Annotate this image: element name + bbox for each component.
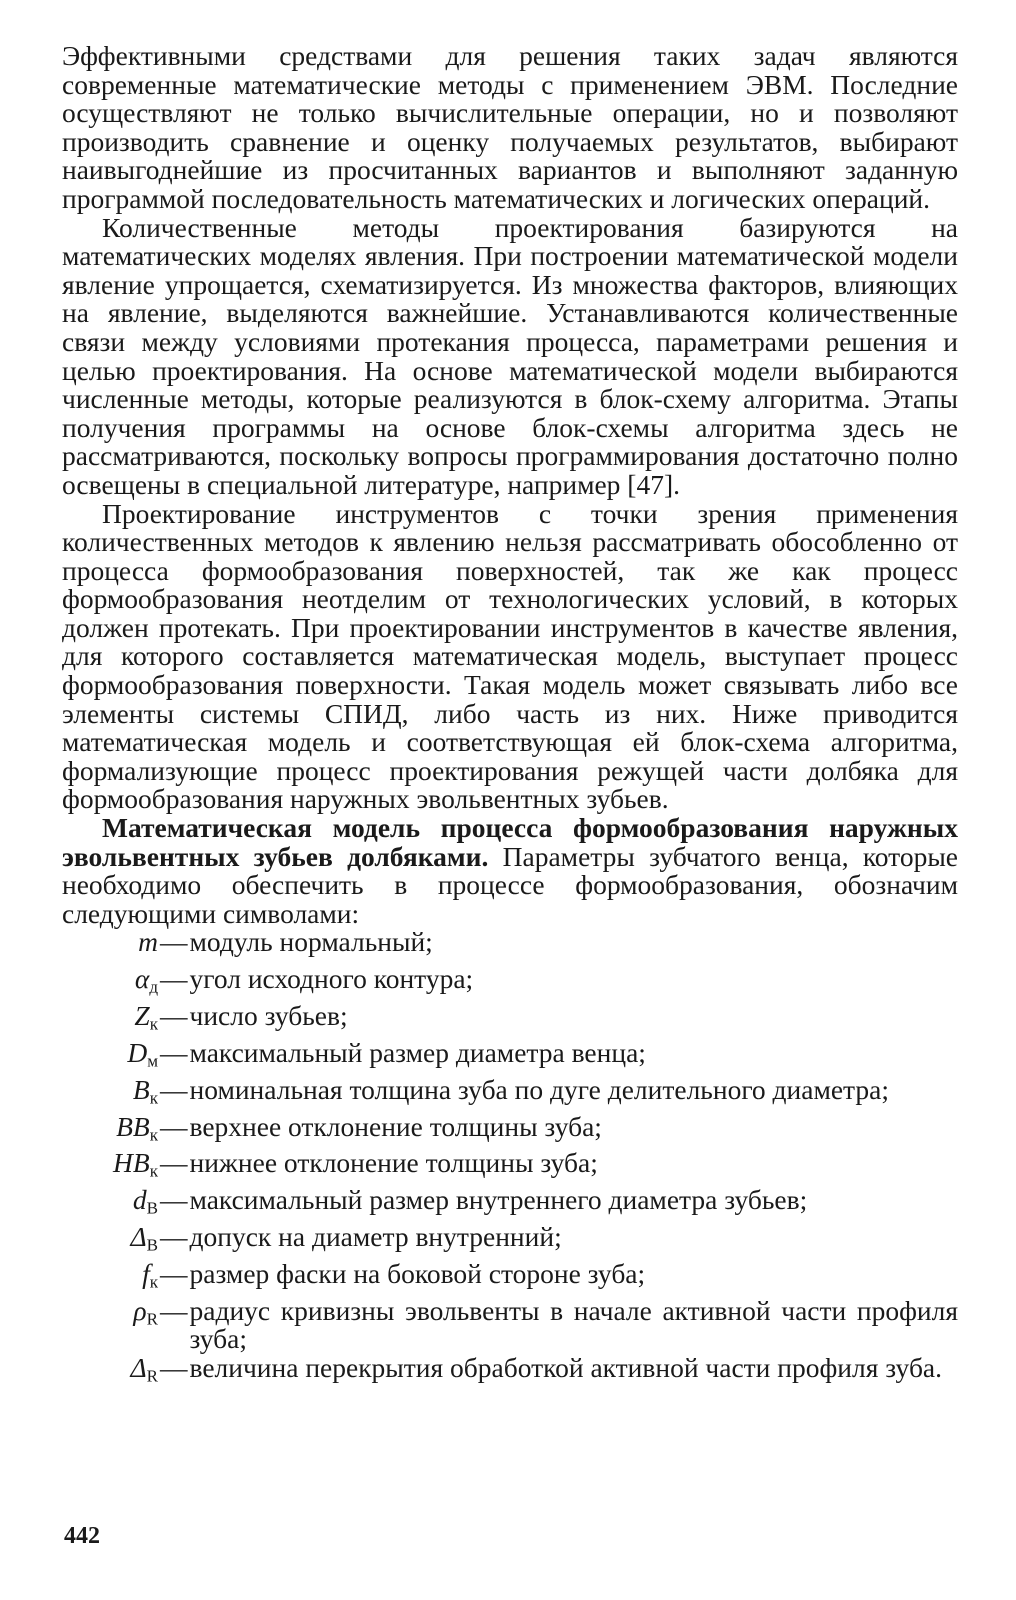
symbol-subscript: д (149, 977, 158, 997)
definition-row (62, 1149, 958, 1186)
definition-row (62, 1223, 958, 1260)
definition-text: угол исходного контура; (189, 963, 474, 995)
dash: — (160, 1000, 188, 1032)
paragraph-2: Количественные методы проектирования базируются на математических моделях явления. При построении математической модели явление упрощается, схематизируется. Из множества факторов, влияющих на явление, выделяются важнейшие. Устанавливаются количественные связи между условиями протекания процесса, параметрами решения и целью проектирования. На основе математической модели выбираются численные методы, которые реализуются в блок-схему алгоритма. Этапы получения программы на основе блок-схемы алгоритма здесь не рассматриваются, поскольку вопросы программирования достаточно полно освещены в специальной литературе, например [47]. (62, 211, 958, 500)
symbol: α (134, 963, 150, 995)
symbol: Δ (130, 1221, 147, 1253)
definition-row (62, 1186, 958, 1223)
symbol: ρ (133, 1294, 147, 1326)
definition-row (62, 1110, 958, 1150)
definition-text: нижнее отклонение толщины зуба; (189, 1147, 598, 1179)
section-intro: Параметры зубчатого венца, которые необходимо обеспечить в процессе формообразования, обозначим следующими символами: (62, 840, 959, 929)
dash: — (160, 1258, 188, 1289)
definition-text: верхнее отклонение толщины зуба; (189, 1110, 602, 1142)
definition-row (62, 1002, 958, 1039)
dash: — (160, 1294, 188, 1326)
symbol: d (132, 1184, 147, 1216)
symbol-subscript: B (146, 1235, 158, 1255)
definition-text: размер фаски на боковой стороне зуба; (189, 1258, 646, 1289)
symbol: D (127, 1036, 148, 1068)
definition-text: номинальная толщина зуба по дуге делительного диаметра; (189, 1073, 890, 1105)
symbol-subscript: м (147, 1051, 158, 1071)
symbol-definitions (62, 928, 958, 1390)
dash: — (160, 1352, 188, 1384)
page-number: 442 (64, 1523, 100, 1549)
symbol: Δ (130, 1352, 147, 1384)
symbol-subscript: к (149, 1272, 158, 1292)
symbol-subscript: R (146, 1366, 158, 1386)
dash: — (160, 1073, 188, 1105)
section-heading: Математическая модель процесса формообразования наружных эвольвентных зубьев долбяками. (62, 812, 958, 872)
definition-row (62, 1073, 958, 1113)
definition-text: радиус кривизны эвольвенты в начале активной части профиля зуба; (189, 1294, 958, 1355)
symbol-subscript: к (149, 1161, 158, 1181)
definition-row (62, 1036, 958, 1076)
definition-row (62, 965, 958, 1002)
dash: — (160, 963, 188, 995)
dash: — (160, 1184, 188, 1216)
symbol-subscript: к (149, 1014, 158, 1034)
dash: — (160, 1221, 188, 1253)
symbol: B (132, 1073, 150, 1105)
paragraph-3: Проектирование инструментов с точки зрения применения количественных методов к явлению нельзя рассматривать обособленно от процесса формообразования поверхностей, так же как процесс формообразования неотделим от технологических условий, в которых должен протекать. При проектировании инструментов в качестве явления, для которого составляется математическая модель, выступает процесс формообразования поверхности. Такая модель может связывать либо все элементы системы СПИД, либо часть из них. Ниже приводится математическая модель и соответствующая ей блок-схема алгоритма, формализующие процесс проектирования режущей части долбяка для формообразования наружных эвольвентных зубьев. (62, 497, 958, 815)
symbol: m (138, 926, 158, 958)
symbol: BB (116, 1110, 150, 1142)
definition-text: максимальный размер диаметра венца; (189, 1036, 646, 1068)
section-paragraph (62, 814, 958, 928)
definition-text: модуль нормальный; (189, 926, 433, 958)
dash: — (160, 1110, 188, 1142)
definition-text: число зубьев; (189, 1000, 348, 1032)
definition-row (62, 1260, 958, 1297)
symbol-subscript: к (149, 1124, 158, 1144)
definition-row (62, 928, 958, 965)
symbol: f (142, 1258, 150, 1289)
symbol: Z (134, 1000, 150, 1032)
definition-row (62, 1294, 958, 1355)
definition-text: допуск на диаметр внутренний; (189, 1221, 562, 1253)
symbol-subscript: R (146, 1309, 158, 1329)
paragraph-1: Эффективными средствами для решения таких задач являются современные математические методы с применением ЭВМ. Последние осуществляют не только вычислительные операции, но и позволяют производить сравнение и оценку получаемых результатов, выбирают наивыгоднейшие из просчитанных вариантов и выполняют заданную программой последовательность математических и логических операций. (62, 40, 958, 214)
definition-text: максимальный размер внутреннего диаметра зубьев; (189, 1184, 808, 1216)
dash: — (160, 1036, 188, 1068)
definition-row (62, 1354, 958, 1391)
definition-text: величина перекрытия обработкой активной части профиля зуба. (189, 1352, 943, 1384)
symbol-subscript: к (149, 1088, 158, 1108)
dash: — (160, 926, 188, 958)
dash: — (160, 1147, 188, 1179)
body-text (62, 42, 958, 1391)
symbol-subscript: B (146, 1198, 158, 1218)
symbol: HB (113, 1147, 150, 1179)
